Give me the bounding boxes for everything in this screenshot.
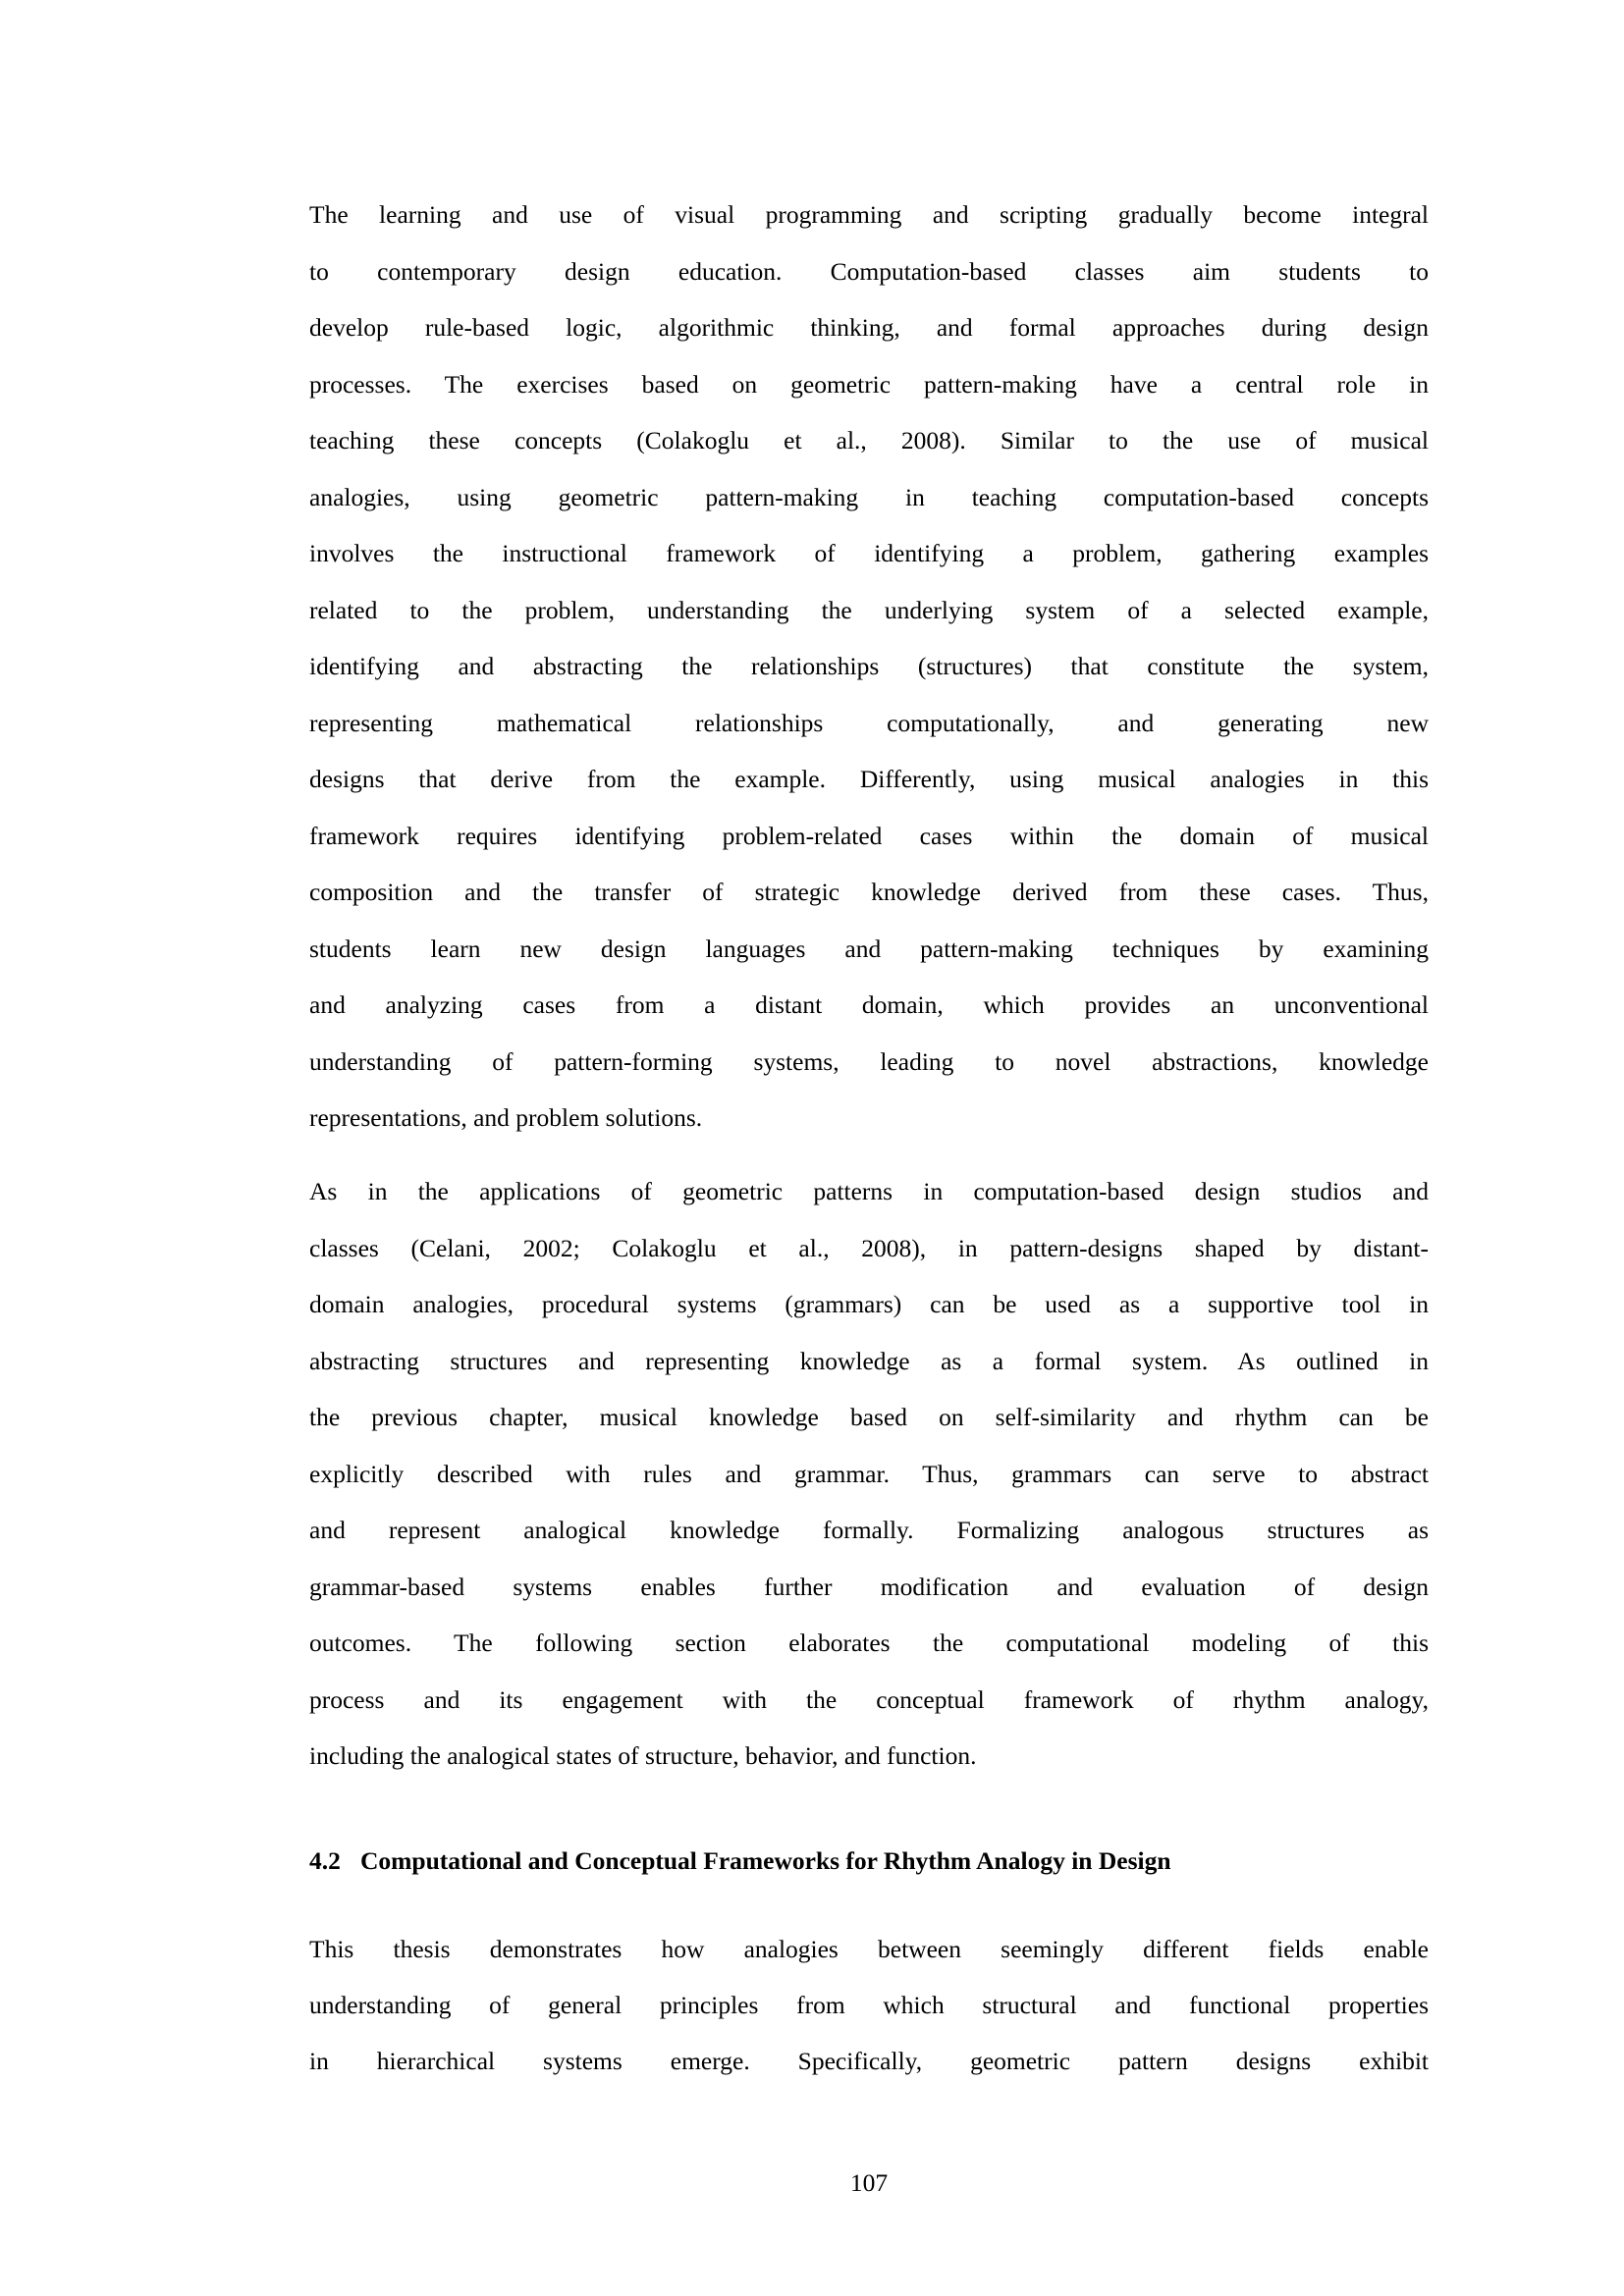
section-title: Computational and Conceptual Frameworks for Rhythm Analogy in Design bbox=[360, 1846, 1171, 1875]
page-number: 107 bbox=[849, 2168, 889, 2197]
text-line: classes (Celani, 2002; Colakoglu et al., 2008), in pattern-designs shaped by distant- bbox=[309, 1233, 1429, 1262]
text-line: process and its engagement with the conceptual framework of rhythm analogy, bbox=[309, 1684, 1429, 1714]
text-line: understanding of pattern-forming systems, leading to novel abstractions, knowledge bbox=[309, 1046, 1429, 1076]
section-heading bbox=[309, 1848, 1448, 1873]
text-line: teaching these concepts (Colakoglu et al., 2008). Similar to the use of musical bbox=[309, 426, 1429, 454]
text-line: develop rule-based logic, algorithmic thinking, and formal approaches during design bbox=[309, 313, 1429, 342]
text-line: in hierarchical systems emerge. Specifically, geometric pattern designs exhibit bbox=[309, 2047, 1429, 2075]
text-line: The learning and use of visual programming and scripting gradually become integral bbox=[309, 200, 1429, 229]
text-line: representing mathematical relationships computationally, and generating new bbox=[309, 708, 1429, 737]
text-line: analogies, using geometric pattern-making in teaching computation-based concepts bbox=[309, 482, 1429, 511]
text-line: involves the instructional framework of identifying a problem, gathering examples bbox=[309, 539, 1429, 567]
text-line: and analyzing cases from a distant domain, which provides an unconventional bbox=[309, 990, 1429, 1019]
text-line: explicitly described with rules and grammar. Thus, grammars can serve to abstract bbox=[309, 1459, 1429, 1488]
text-line: composition and the transfer of strategic knowledge derived from these cases. Thus, bbox=[309, 878, 1429, 906]
text-line: understanding of general principles from which structural and functional properties bbox=[309, 1991, 1429, 2019]
text-line: framework requires identifying problem-related cases within the domain of musical bbox=[309, 821, 1429, 850]
text-line: identifying and abstracting the relationships (structures) that constitute the system, bbox=[309, 652, 1429, 680]
text-line: related to the problem, understanding the underlying system of a selected example, bbox=[309, 595, 1429, 624]
text-line: domain analogies, procedural systems (grammars) can be used as a supportive tool in bbox=[309, 1290, 1429, 1318]
text-line: to contemporary design education. Computation-based classes aim students to bbox=[309, 256, 1429, 286]
text-line: representations, and problem solutions. bbox=[309, 1103, 703, 1132]
text-line: designs that derive from the example. Differently, using musical analogies in this bbox=[309, 765, 1429, 793]
text-line: and represent analogical knowledge formally. Formalizing analogous structures as bbox=[309, 1516, 1429, 1544]
text-line: As in the applications of geometric patterns in computation-based design studios and bbox=[309, 1177, 1429, 1205]
text-line: including the analogical states of structure, behavior, and function. bbox=[309, 1741, 977, 1770]
section-number: 4.2 bbox=[309, 1846, 341, 1875]
text-line: grammar-based systems enables further modification and evaluation of design bbox=[309, 1572, 1429, 1601]
text-line: abstracting structures and representing knowledge as a formal system. As outlined in bbox=[309, 1346, 1429, 1375]
text-line: students learn new design languages and pattern-making techniques by examining bbox=[309, 934, 1429, 963]
text-line: outcomes. The following section elaborates the computational modeling of this bbox=[309, 1629, 1429, 1657]
text-line: the previous chapter, musical knowledge based on self-similarity and rhythm can be bbox=[309, 1403, 1429, 1431]
text-line: processes. The exercises based on geometric pattern-making have a central role in bbox=[309, 369, 1429, 399]
text-line: This thesis demonstrates how analogies between seemingly different fields enable bbox=[309, 1935, 1429, 1963]
